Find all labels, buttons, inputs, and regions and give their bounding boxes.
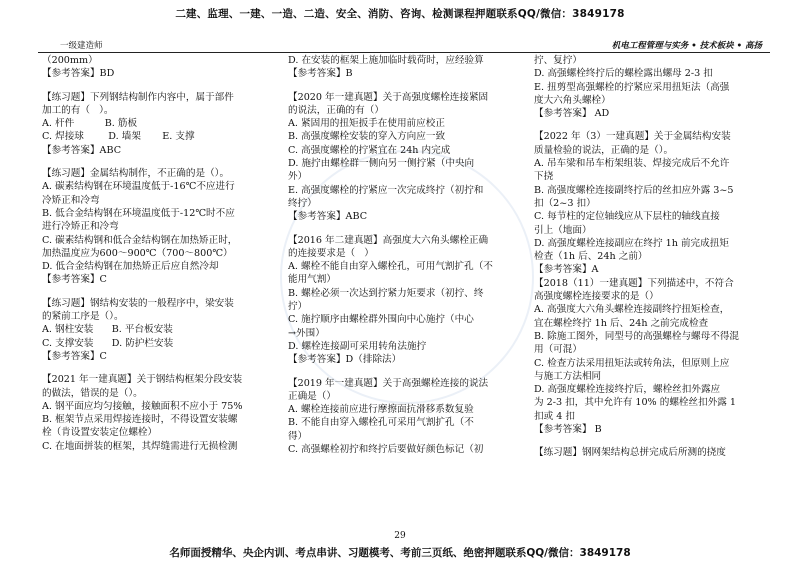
text-line: 【2021 年一建真题】关于钢结构框架分段安装 [42, 374, 243, 386]
block-gap [288, 224, 524, 234]
question-block [534, 446, 770, 459]
question-block [42, 297, 278, 363]
text-line: A. 钢平面应均匀接触，接触面积不应小于 75% [42, 400, 243, 412]
text-line: 【练习题】下列钢结构制作内容中，属于部件 [42, 91, 234, 103]
text-line: B. 框架节点采用焊接连接时，不得设置安装螺 [42, 414, 238, 426]
block-gap [42, 287, 278, 297]
text-line: 高强度螺栓连接要求的是（） [534, 291, 659, 303]
text-line: 度大六角头螺栓） [534, 94, 611, 106]
text-line: →外围） [288, 327, 325, 339]
text-line: A. 碳素结构钢在环境温度低于-16℃不应进行 [42, 181, 235, 193]
text-line: E. 扭剪型高强螺栓的拧紧应采用扭矩法（高强 [534, 81, 730, 93]
question-block [42, 167, 278, 287]
text-line: 【参考答案】D（排除法） [288, 354, 402, 366]
text-line: C. 高强螺栓初拧和终拧后要做好颜色标记（初 [288, 444, 484, 456]
text-line: 【2018（11）一建真题】下列描述中，不符合 [534, 277, 734, 289]
text-line: 得） [288, 430, 308, 442]
text-line: 扣或 4 扣 [534, 410, 575, 422]
column-3 [534, 54, 770, 526]
running-head-left: 一级建造师 [60, 41, 103, 51]
question-block [534, 54, 770, 120]
block-gap [288, 367, 524, 377]
text-line: 引上（地面） [534, 224, 592, 236]
block-gap [534, 436, 770, 446]
text-line: E. 高强度螺栓的拧紧应一次完成终拧（初拧和 [288, 184, 484, 196]
page-number: 29 [394, 531, 406, 541]
text-line: 检查（1h 后、24h 之前） [534, 251, 648, 263]
text-line: 下挠 [534, 171, 554, 183]
text-line: C. 施拧顺序由螺栓群外围向中心施拧（中心 [288, 314, 474, 326]
text-line: 【练习题】钢结构安装的一般程序中，梁安装 [42, 297, 234, 309]
top-banner: 二建、监理、一建、一造、二造、安全、消防、咨询、检测课程押题联系QQ/微信：3849178 [175, 8, 625, 20]
text-line: D. 低合金结构钢在加热矫正后应自然冷却 [42, 261, 219, 273]
text-line: C. 高强度螺栓的拧紧宜在 24h 内完成 [288, 144, 451, 156]
text-line: 质量检验的说法，正确的是（）。 [534, 144, 674, 156]
text-line: 【2019 年一建真题】关于高强螺栓连接的说法 [288, 377, 489, 389]
question-block [42, 54, 278, 67]
text-line: C. 每节柱的定位轴线应从下层柱的轴线直接 [534, 211, 720, 223]
question-block [288, 91, 524, 224]
text-line: 的做法，错误的是（）。 [42, 387, 143, 399]
text-line: B. 高强度螺栓安装的穿入方向应一致 [288, 131, 446, 143]
text-line: 【2016 年二建真题】高强度大六角头螺栓正确 [288, 234, 489, 246]
question-block [288, 54, 524, 81]
text-line: 【参考答案】ABC [288, 211, 368, 223]
text-line: 为 2-3 扣，其中允许有 10% 的螺栓丝扣外露 1 [534, 397, 737, 409]
text-line: D. 高强度螺栓连接副应在终拧 1h 前完成扭矩 [534, 237, 729, 249]
block-gap [42, 157, 278, 167]
text-line: 拧、复拧） [534, 55, 582, 66]
text-line: 【2020 年一建真题】关于高强度螺栓连接紧固 [288, 91, 489, 103]
text-line: 的连接要求是（ ） [288, 247, 374, 259]
text-line: 进行冷矫正和冷弯 [42, 221, 119, 233]
text-line: C. 焊接球 D. 墙架 E. 支撑 [42, 131, 195, 143]
text-line: 【参考答案】ABC [42, 144, 122, 156]
text-line: 与施工方法相同 [534, 370, 602, 382]
question-block [534, 277, 770, 437]
text-line: 【2022 年（3）一建真题】关于金属结构安装 [534, 131, 731, 143]
text-line: D. 高强螺栓终拧后的螺栓露出螺母 2-3 扣 [534, 68, 713, 80]
text-line: 加热温度应为600～900℃（700～800℃） [42, 247, 233, 259]
text-line: D. 施拧由螺栓群一侧向另一侧拧紧（中央向 [288, 158, 475, 170]
column-1 [42, 54, 278, 526]
text-line: 栓（肯设置安装定位螺栓） [42, 427, 158, 439]
text-line: 【参考答案】A [534, 264, 599, 276]
text-line: D. 高强度螺栓连接终拧后，螺栓丝扣外露应 [534, 384, 721, 396]
text-line: 能用气割） [288, 274, 336, 286]
bottom-banner: 名师面授精华、央企内训、考点串讲、习题模考、考前三页纸、绝密押题联系QQ/微信：3849178 [169, 547, 631, 559]
text-line: 【参考答案】B [288, 68, 353, 80]
text-line: B. 低合金结构钢在环境温度低于-12℃时不应 [42, 207, 235, 219]
text-line: 冷矫正和冷弯 [42, 194, 100, 206]
text-line: （200mm） [42, 55, 98, 66]
text-line: D. 在安装的框架上施加临时载荷时，应经验算 [288, 55, 484, 66]
text-line: C. 检查方法采用扭矩法或转角法，但原则上应 [534, 357, 730, 369]
text-line: 用（可混） [534, 344, 582, 356]
text-line: 扣（2~3 扣） [534, 197, 596, 209]
text-line: A. 钢柱安装 B. 平台板安装 [42, 324, 173, 336]
text-line: A. 杆件 B. 筋板 [42, 118, 138, 130]
text-line: 外） [288, 171, 308, 183]
text-line: C. 碳素结构钢和低合金结构钢在加热矫正时， [42, 234, 238, 246]
text-line: 【参考答案】 B [534, 424, 602, 436]
text-line: B. 螺栓必须一次达到拧紧力矩要求（初拧、终 [288, 287, 484, 299]
text-line: 拧） [288, 301, 308, 313]
text-line: B. 高强度螺栓连接副终拧后的丝扣应外露 3~5 [534, 184, 734, 196]
text-line: 的说法，正确的有（） [288, 104, 384, 116]
block-gap [288, 81, 524, 91]
block-gap [42, 81, 278, 91]
block-gap [42, 363, 278, 373]
text-line: 终拧） [288, 197, 317, 209]
question-block [42, 67, 278, 80]
text-line: 加工的有（ ）。 [42, 104, 114, 116]
question-block [288, 377, 524, 457]
question-block [42, 373, 278, 453]
running-head-right: 机电工程管理与实务 • 技术板块 • 高扬 [611, 41, 762, 51]
content-columns [42, 54, 772, 526]
running-head [38, 38, 770, 53]
text-line: B. 除施工图外，同型号的高强螺栓与螺母不得混 [534, 330, 740, 342]
question-block [534, 130, 770, 276]
text-line: D. 螺栓连接副可采用转角法施拧 [288, 340, 427, 352]
block-gap [534, 120, 770, 130]
text-line: 的紧前工序是（）。 [42, 311, 124, 323]
text-line: C. 在地面拼装的框架，其焊缝需进行无损检测 [42, 440, 238, 452]
text-line: 【参考答案】C [42, 274, 107, 286]
text-line: A. 螺栓不能自由穿入螺栓孔，可用气割扩孔（不 [288, 261, 493, 273]
text-line: 宜在螺栓终拧 1h 后、24h 之前完成检查 [534, 317, 709, 329]
text-line: 【练习题】金属结构制作，不正确的是（）。 [42, 168, 230, 180]
question-block [288, 234, 524, 367]
text-line: 【练习题】钢网架结构总拼完成后所测的挠度 [534, 447, 726, 459]
text-line: 正确是（） [288, 390, 336, 402]
text-line: A. 螺栓连接前应进行摩擦面抗滑移系数复验 [288, 404, 474, 416]
column-2 [288, 54, 524, 526]
text-line: A. 高强度大六角头螺栓连接副终拧扭矩检查， [534, 304, 730, 316]
text-line: B. 不能自由穿入螺栓孔可采用气割扩孔（不 [288, 417, 474, 429]
text-line: A. 紧固用的扭矩扳手在使用前应校正 [288, 118, 445, 130]
text-line: 【参考答案】 AD [534, 108, 610, 120]
text-line: 【参考答案】C [42, 350, 107, 362]
text-line: C. 支撑安装 D. 防护栏安装 [42, 337, 174, 349]
text-line: 【参考答案】BD [42, 68, 115, 80]
question-block [42, 91, 278, 157]
text-line: A. 吊车梁和吊车桁架组装、焊接完成后不允许 [534, 158, 730, 170]
